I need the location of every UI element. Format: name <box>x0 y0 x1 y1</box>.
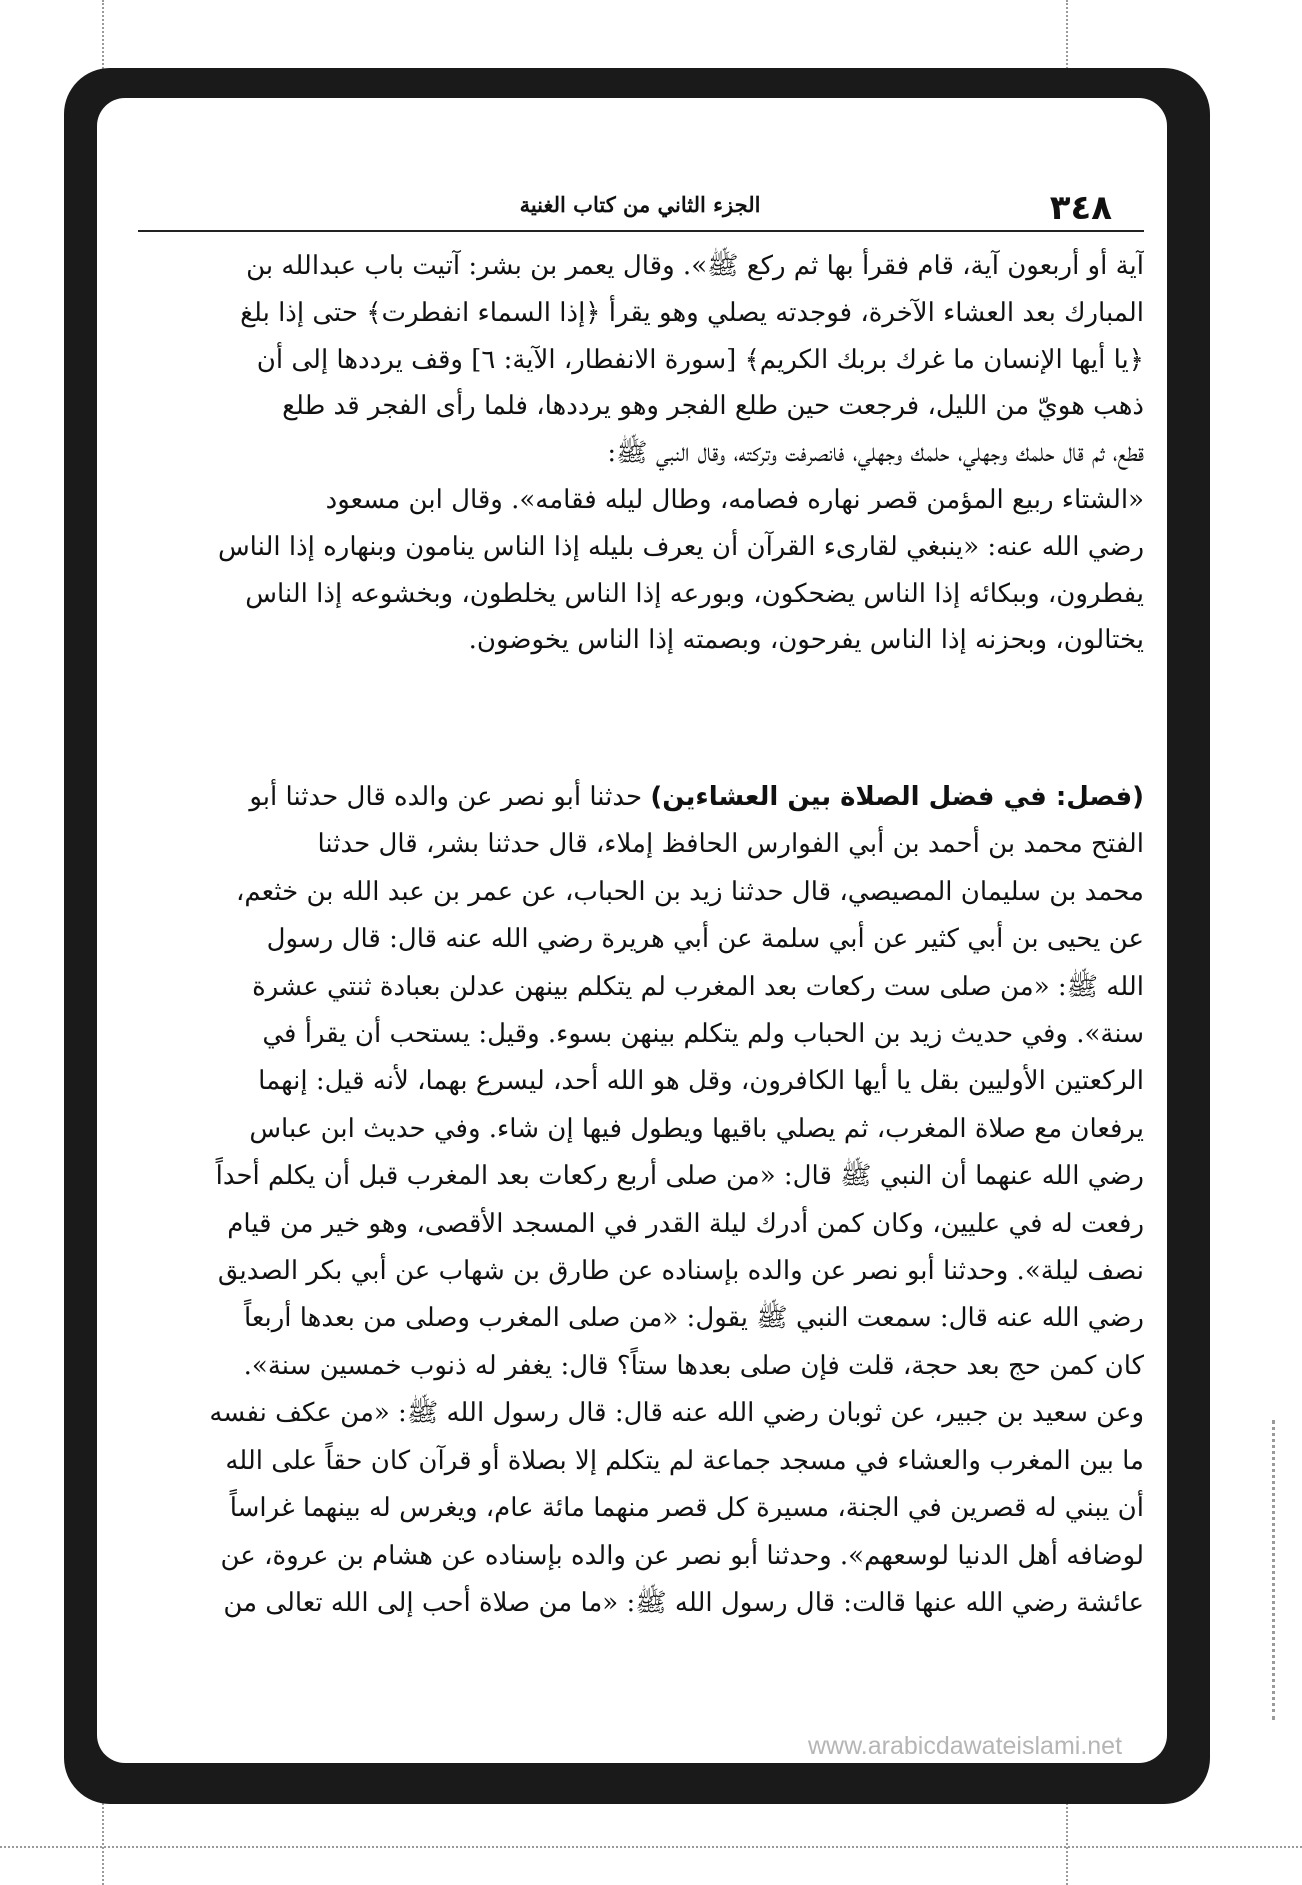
text-line: رضي الله عنهما أن النبي ﷺ قال: «من صلى أربع ركعات بعد المغرب قبل أن يكلم أحداً <box>215 1161 1144 1192</box>
text-line: ما بين المغرب والعشاء في مسجد جماعة لم يتكلم إلا بصلاة أو قرآن كان حقاً على الله <box>225 1445 1144 1476</box>
text-line: رفعت له في عليين، وكان كمن أدرك ليلة القدر في المسجد الأقصى، وهو خير من قيام <box>227 1208 1144 1239</box>
text-line: عن يحيى بن أبي كثير عن أبي سلمة عن أبي هريرة رضي الله عنه قال: قال رسول <box>266 924 1144 955</box>
watermark-url: www.arabicdawateislami.net <box>808 1732 1123 1760</box>
text-line: لوضافه أهل الدنيا لوسعهم». وحدثنا أبو نصر عن والده بإسناده عن هشام بن عروة، عن <box>220 1540 1144 1571</box>
text-line: عائشة رضي الله عنها قالت: قال رسول الله ﷺ: «ما من صلاة أحب إلى الله تعالى من <box>223 1587 1144 1618</box>
paragraph-1 <box>138 243 1144 664</box>
text-line: رضي الله عنه: «ينبغي لقارىء القرآن أن يعرف بليله إذا الناس ينامون وبنهاره إذا الناس <box>217 531 1144 562</box>
text-line: محمد بن سليمان المصيصي، قال حدثنا زيد بن الحباب، عن عمر بن عبد الله بن خثعم، <box>236 876 1144 907</box>
text-line: الفتح محمد بن أحمد بن أبي الفوارس الحافظ إملاء، قال حدثنا بشر، قال حدثنا <box>317 829 1144 860</box>
section-first-line <box>138 774 1144 821</box>
text-line: ذهب هويّ من الليل، فرجعت حين طلع الفجر وهو يرددها، فلما رأى الفجر قد طلع <box>282 391 1144 422</box>
text-line: أن يبني له قصرين في الجنة، مسيرة كل قصر منهما مائة عام، ويغرس له بينهما غراساً <box>229 1493 1144 1524</box>
text-line: رضي الله عنه قال: سمعت النبي ﷺ يقول: «من صلى المغرب وصلى من بعدها أربعاً <box>244 1303 1144 1334</box>
text-line: آية أو أربعون آية، قام فقرأ بها ثم ركع ﷺ». وقال يعمر بن بشر: آتيت باب عبدالله بن <box>246 251 1144 281</box>
text-line: «الشتاء ربيع المؤمن قصر نهاره فصامه، وطال ليله فقامه». وقال ابن مسعود <box>325 484 1144 515</box>
page-number: ٣٤٨ <box>1049 188 1112 228</box>
page-header <box>140 188 1140 226</box>
text-line: قطع، ثم قال حلمك وجهلي، حلمك وجهلي، فانصرفت وتركته، وقال النبي ﷺ: <box>607 438 1144 469</box>
scan-dotted-line <box>0 1846 1302 1848</box>
text-line: سنة». وفي حديث زيد بن الحباب ولم يتكلم بينهن بسوء. وقيل: يستحب أن يقرأ في <box>262 1019 1144 1050</box>
text-line: الله ﷺ: «من صلى ست ركعات بعد المغرب لم يتكلم بينهن عدلن بعبادة ثنتي عشرة <box>252 971 1144 1002</box>
running-title: الجزء الثاني من كتاب الغنية <box>519 192 761 217</box>
text-line: كان كمن حج بعد حجة، قلت فإن صلى بعدها ستاً؟ قال: يغفر له ذنوب خمسين سنة». <box>243 1350 1144 1381</box>
text-line: يختالون، وبحزنه إذا الناس يفرحون، وبصمته إذا الناس يخوضون. <box>468 625 1144 656</box>
paragraph-2 <box>138 774 1144 1627</box>
text-line: وعن سعيد بن جبير، عن ثوبان رضي الله عنه قال: قال رسول الله ﷺ: «من عكف نفسه <box>209 1398 1144 1429</box>
section-heading: (فصل: في فضل الصلاة بين العشاءين) <box>650 782 1144 812</box>
text-line: المبارك بعد العشاء الآخرة، فوجدته يصلي وهو يقرأ ﴿إذا السماء انفطرت﴾ حتى إذا بلغ <box>240 297 1144 328</box>
section-first-line-text: حدثنا أبو نصر عن والده قال حدثنا أبو <box>249 782 651 812</box>
text-line: يرفعان مع صلاة المغرب، ثم يصلي باقيها ويطول فيها إن شاء. وفي حديث ابن عباس <box>249 1113 1144 1144</box>
scan-dotted-line <box>1272 1420 1275 1720</box>
text-line: الركعتين الأوليين بقل يا أيها الكافرون، وقل هو الله أحد، ليسرع بهما، لأنه قيل: إنهما <box>258 1066 1144 1097</box>
text-line: ﴿يا أيها الإنسان ما غرك بربك الكريم﴾ [سورة الانفطار، الآية: ٦] وقف يرددها إلى أن <box>256 344 1144 375</box>
header-rule <box>138 230 1144 232</box>
text-line: يفطرون، وببكائه إذا الناس يضحكون، وبورعه إذا الناس يخلطون، وبخشوعه إذا الناس <box>245 578 1144 609</box>
text-line: نصف ليلة». وحدثنا أبو نصر عن والده بإسناده عن طارق بن شهاب عن أبي بكر الصديق <box>217 1256 1144 1287</box>
